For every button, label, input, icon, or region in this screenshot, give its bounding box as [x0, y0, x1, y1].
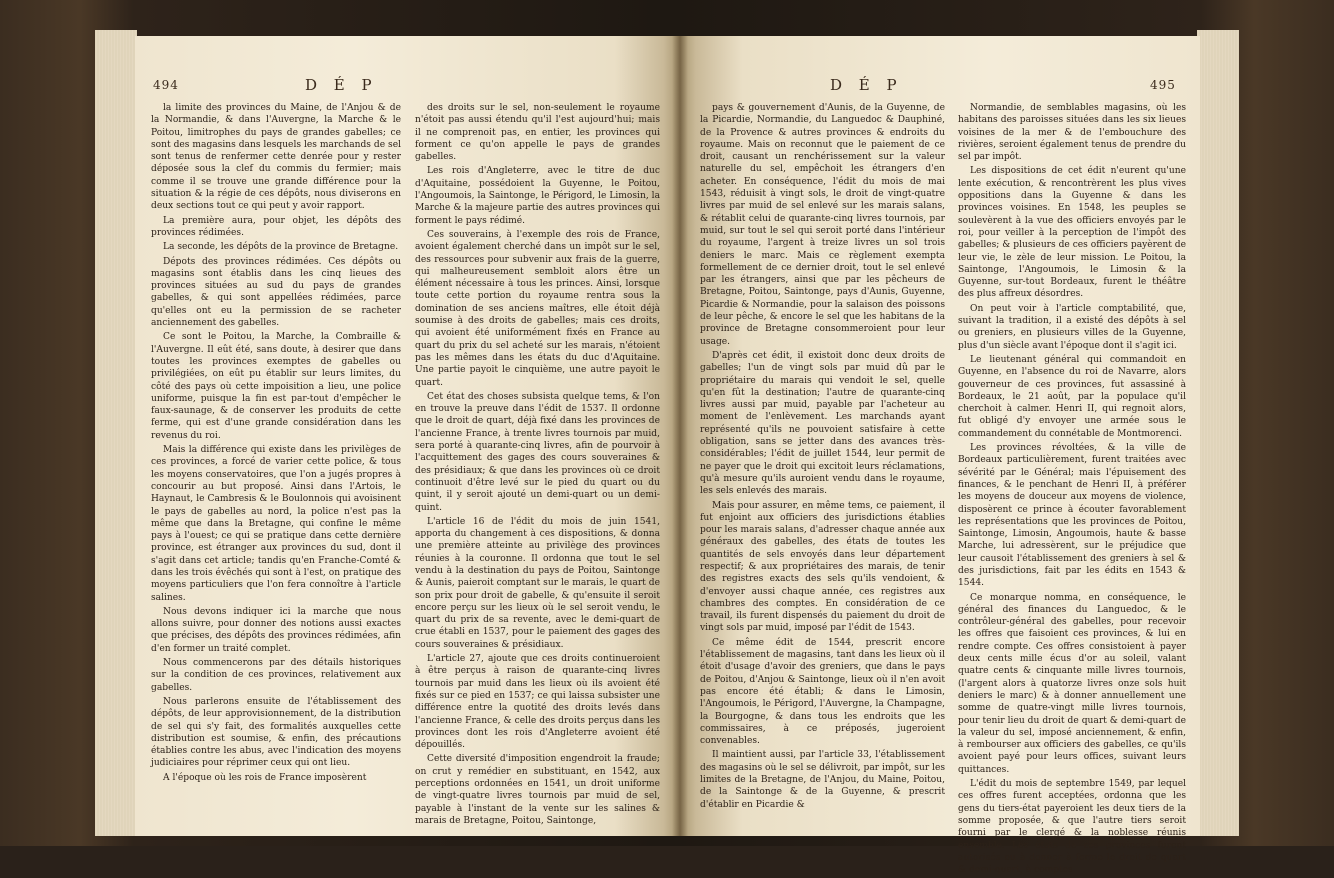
right-column-2 — [958, 102, 1186, 878]
paragraph: Il maintient aussi, par l'article 33, l'établissement des magasins où le sel se délivroit, par impôt, sur les limites de la Bretagne, de l'Anjou, du Maine, Poitou, de la Saintonge & de la Guyenne, & prescrit d'établir en Picardie & — [700, 750, 946, 810]
right-running-head: D É P — [830, 76, 903, 94]
paragraph: Nous parlerons ensuite de l'établissement des dépôts, de leur approvisionnement, de la distribution de sel qui s'y fait, des formalités auxquelles cette distribution est soumise, & enfin, des précautions établies contre les abus, avec l'indication des moyens judiciaires pour réprimer ceux qui ont lieu. — [151, 696, 401, 769]
paragraph: La première aura, pour objet, les dépôts des provinces rédimées. — [151, 215, 401, 238]
paragraph: Normandie, de semblables magasins, où les habitans des paroisses situées dans les six lieues voisines de la mer & de l'embouchure des rivières, seroient également tenus de prendre du sel par impôt. — [958, 103, 1186, 163]
paragraph: L'article 27, ajoute que ces droits continueroient à être perçus à raison de quarante-cinq livres tournois par muid dans les lieux où ils avoient été fixés sur ce pied en 1537; ce qui laissa subsister une différence entre la quotité des droits levés dans l'ancienne France, & celle des droits perçus dans les provinces dont les rois d'Angleterre avoient été dépouillés. — [415, 654, 660, 751]
paragraph: pays & gouvernement d'Aunis, de la Guyenne, de la Picardie, Normandie, du Languedoc & Dauphiné, de la Provence & autres provinces & endroits du royaume. Mais on reconnut que le paiement de ce droit, causant un renchérissement sur la valeur naturelle du sel, empêchoit les étrangers d'en acheter. En conséquence, l'édit du mois de mai 1543, réduisit à vingt sols, le droit de vingt-quatre livres par muid de sel enlevé sur les marais salans, & rétablit celui de quarante-cinq livres tournois, par muid, sur tout le sel qui seroit porté dans l'intérieur du royaume, l'argent à treize livres un sol trois deniers le marc. Mais ce règlement exempta formellement de ce dernier droit, tout le sel enlevé par les étrangers, ainsi que par les pêcheurs de Bretagne, Poitou, Saintonge, pays d'Aunis, Guyenne, Picardie & Normandie, pour la salaison des poissons de leur pêche, & encore le sel que les habitans de la province de Bretagne consommeroient pour leur usage. — [700, 103, 945, 347]
paragraph: Ce monarque nomma, en conséquence, le général des finances du Languedoc, & le contrôleur-général des gabelles, pour recevoir les offres que faisoient ces provinces, & lui en rendre compte. Ces offres consistoient à payer deux cents mille écus d'or au soleil, valant quatre cents & cinquante mille livres tournois, (l'argent alors à quatorze livres onze sols huit deniers le marc) & à donner annuellement une somme de quatre-vingt mille livres tournois, pour tenir lieu du droit de quart & demi-quart de la valeur du sel, imposé anciennement, & enfin, à rembourser aux officiers des gabelles, ce qu'ils avoient payé pour leurs offices, suivant leurs quittances. — [958, 592, 1186, 775]
paragraph: A l'époque où les rois de France imposèrent — [163, 772, 367, 783]
left-column-1 — [151, 102, 401, 786]
paragraph: Nous commencerons par des détails historiques sur la condition de ces provinces, relativement aux gabelles. — [151, 658, 401, 693]
book-gutter — [672, 36, 688, 836]
paragraph: Cette diversité d'imposition engendroit la fraude; on crut y remédier en substituant, en 1542, aux perceptions ordonnées en 1541, un droit uniforme de vingt-quatre livres tournois par muid de sel, payable à l'instant de la vente sur les salines & marais de Bretagne, Poitou, Saintonge, — [415, 754, 660, 826]
paragraph: la limite des provinces du Maine, de l'Anjou & de la Normandie, & dans l'Auvergne, la Marche & le Poitou, limitrophes du pays de grandes gabelles; ce sont des magasins dans lesquels les marchands de sel sont tenus de renfermer cette denrée pour y rester déposée sous la clef du commis du fermier; mais comme il se trouve une grande différence pour la situation & la régie de ces dépôts, nous diviserons en deux sections tout ce qui peut y avoir rapport. — [151, 103, 401, 212]
right-page — [680, 36, 1200, 876]
paragraph: Ce sont le Poitou, la Marche, la Combraille & l'Auvergne. Il eût été, sans doute, à desirer que dans toutes les provinces exemptes de gabelles ou privilégiées, on eût pu établir sur leurs limites, du côté des pays où cette impoisition a lieu, une police uniforme, puisque la fin est par-tout d'empêcher le faux-saunage, & de conserver les produits de cette ferme, qui est d'une grande considération dans les revenus du roi. — [151, 332, 401, 441]
left-page-edges — [95, 30, 137, 836]
paragraph: Les rois d'Angleterre, avec le titre de duc d'Aquitaine, possédoient la Guyenne, le Poitou, l'Angoumois, la Saintonge, le Périgord, le Limosin, la Marche & la majeure partie des autres provinces qui forment le pays rédimé. — [415, 166, 660, 226]
left-column-2 — [415, 102, 660, 829]
paragraph: Le lieutenant général qui commandoit en Guyenne, en l'absence du roi de Navarre, alors gouverneur de ces provinces, fut assassiné à Bordeaux, le 21 août, par la populace qu'il cherchoit à calmer. Henri II, qui regnoit alors, fut obligé d'y envoyer une armée sous le commandement du connétable de Montmorenci. — [958, 354, 1186, 439]
paragraph: D'après cet édit, il existoit donc deux droits de gabelles; l'un de vingt sols par muid dû par le propriétaire du marais qui vendoit le sel, quelle qu'en fût la destination; l'autre de quarante-cinq livres aussi par muid, payable par l'acheteur au moment de l'enlèvement. Les marchands ayant représenté qu'ils ne pouvoient satisfaire à cette obligation, sans se jetter dans des avances très-considérables; l'édit de juillet 1544, leur permit de ne payer que le droit qui excitoit leurs réclamations, qu'à mesure qu'ils auroient vendu dans le royaume, les sels enlevés des marais. — [700, 350, 945, 497]
paragraph: L'édit du mois de septembre 1549, par lequel ces offres furent acceptées, ordonna que les gens du tiers-état payeroient les deux tiers de la somme proposée, & que l'autre tiers seroit fourni par le clergé & la noblesse réunis ensemble. Les états de ces provinces furent autorisés ou à donner à ferme le droit de quart & demi-quart, à comptes — [958, 779, 1186, 876]
paragraph: Mais pour assurer, en même tems, ce paiement, il fut enjoint aux officiers des jurisdictions établies pour les marais salans, d'adresser chaque année aux généraux des gabelles, des états de toutes les quantités de sels envoyés dans leur département respectif; & aux propriétaires des marais, de tenir des registres exacts des sels qu'ils vendoient, & d'envoyer aussi chaque année, ces registres aux chambres des comptes. En considération de ce travail, ils furent dispensés du paiement du droit de vingt sols par muid, imposé par l'édit de 1543. — [700, 500, 945, 634]
paragraph: La seconde, les dépôts de la province de Bretagne. — [163, 242, 399, 253]
paragraph: Ces souverains, à l'exemple des rois de France, avoient également cherché dans un impôt sur le sel, des ressources pour subvenir aux frais de la guerre, qui malheureusement sembloit alors être un élément nécessaire à tous les princes. Ainsi, lorsque toute cette portion du royaume rentra sous la domination de ses anciens maîtres, elle étoit déjà soumise à des droits de gabelles; mais ces droits, qui avoient été uniformément fixés en France au quart du prix du sel acheté sur les marais, n'étoient pas les mêmes dans les états du duc d'Aquitaine. Une partie payoit le cinquième, une autre payoit le quart. — [415, 229, 660, 388]
section-paragraph: Dépots des provinces rédimées. Ces dépôts ou magasins sont établis dans les cinq lieues des provinces situées au sud du pays de grandes gabelles, & qui sont appellées rédimées, parce qu'elles ont eu la permission de se racheter anciennement des gabelles. — [151, 256, 401, 329]
left-page-number: 494 — [153, 78, 179, 92]
paragraph: Les provinces révoltées, & la ville de Bordeaux particulièrement, furent traitées avec sévérité par le Général; mais l'épuisement des finances, & le penchant de Henri II, à préférer les moyens de douceur aux moyens de violence, disposèrent ce prince à écouter favorablement les représentations que les provinces de Poitou, Saintonge, Limosin, Angoumois, haute & basse Marche, lui adressèrent, sur le préjudice que leur causoit l'établissement des greniers à sel & des jurisdictions, fait par les édits en 1543 & 1544. — [958, 443, 1186, 589]
paragraph: Les dispositions de cet édit n'eurent qu'une lente exécution, & rencontrèrent les plus vives oppositions dans la Guyenne & dans les provinces voisines. En 1548, les peuples se soulevèrent à la vue des officiers envoyés par le roi, pour veiller à la perception de l'impôt des gabelles; & plusieurs de ces officiers payèrent de leur vie, le zèle de leur mission. Le Poitou, la Saintonge, l'Angoumois, le Limosin & la Guyenne, sur-tout Bordeaux, furent le théâtre des plus affreux désordres. — [958, 166, 1186, 300]
paragraph: L'article 16 de l'édit du mois de juin 1541, apporta du changement à ces dispositions, & donna une première atteinte au privilège des provinces réunies à la couronne. Il ordonna que tout le sel vendu à la destination du pays de Poitou, Saintonge & Aunis, paieroit comptant sur le marais, le quart de son prix pour droit de gabelle, & qu'ensuite il seroit encore perçu sur les lieux où le sel seroit vendu, le quart du prix de sa revente, avec le demi-quart de crue établi en 1537, pour le paiement des gages des cours souveraines & présidiaux. — [415, 516, 660, 650]
paragraph: des droits sur le sel, non-seulement le royaume n'étoit pas aussi étendu qu'il l'est aujourd'hui; mais il ne comprenoit pas, en entier, les provinces qui forment ce qu'on appelle le pays de grandes gabelles. — [415, 103, 660, 163]
paragraph: Ce même édit de 1544, prescrit encore l'établissement de magasins, tant dans les lieux où il étoit d'usage d'avoir des greniers, que dans le pays de Poitou, d'Anjou & Saintonge, lieux où il n'en avoit pas encore été établi; & dans le Limosin, l'Angoumois, le Périgord, l'Auvergne, la Champagne, la Bourgogne, & dans tous les endroits que les commissaires, à ce préposés, jugeroient convenables. — [700, 637, 945, 747]
paragraph: Mais la différence qui existe dans les privilèges de ces provinces, a forcé de varier cette police, & tous les moyens conservatoires, que l'on a jugés propres à concourir au but proposé. Ainsi dans l'Artois, le Haynaut, le Cambresis & le Boulonnois qui avoisinent le pays de gabelles au nord, la police n'est pas la même que dans la Bretagne, qui confine le même pays à l'ouest; ce qui se pratique dans cette dernière province, est étranger aux provinces du sud, dont il s'agit dans cet article; tandis qu'en Franche-Comté & dans les trois évêchés qui sont à l'est, on pratique des moyens particuliers que l'on fera connoître à l'article salines. — [151, 445, 401, 603]
right-page-edges — [1197, 30, 1239, 836]
right-column-1 — [700, 102, 945, 813]
paragraph: Cet état des choses subsista quelque tems, & l'on en trouve la preuve dans l'édit de 1537. Il ordonne que le droit de quart, déjà fixé dans les provinces de l'ancienne France, à trente livres tournois par muid, sera porté à quarante-cinq livres, afin de pourvoir à l'acquittement des gages des cours souveraines & des présidiaux; & que dans les provinces où ce droit continuoit d'être levé sur le pied du quart ou du quint, il y seroit ajouté un demi-quart ou un demi-quint. — [415, 391, 660, 513]
paragraph: On peut voir à l'article comptabilité, que, suivant la tradition, il a existé des dépôts à sel ou greniers, en plusieurs villes de la Guyenne, plus d'un siècle avant l'époque dont il s'agit ici. — [958, 303, 1186, 351]
left-running-head: D É P — [305, 76, 378, 94]
left-page — [135, 36, 680, 836]
paragraph: Nous devons indiquer ici la marche que nous allons suivre, pour donner des notions aussi exactes que précises, des dépôts des provinces rédimées, afin d'en former un traité complet. — [151, 606, 401, 654]
right-page-number: 495 — [1150, 78, 1176, 92]
